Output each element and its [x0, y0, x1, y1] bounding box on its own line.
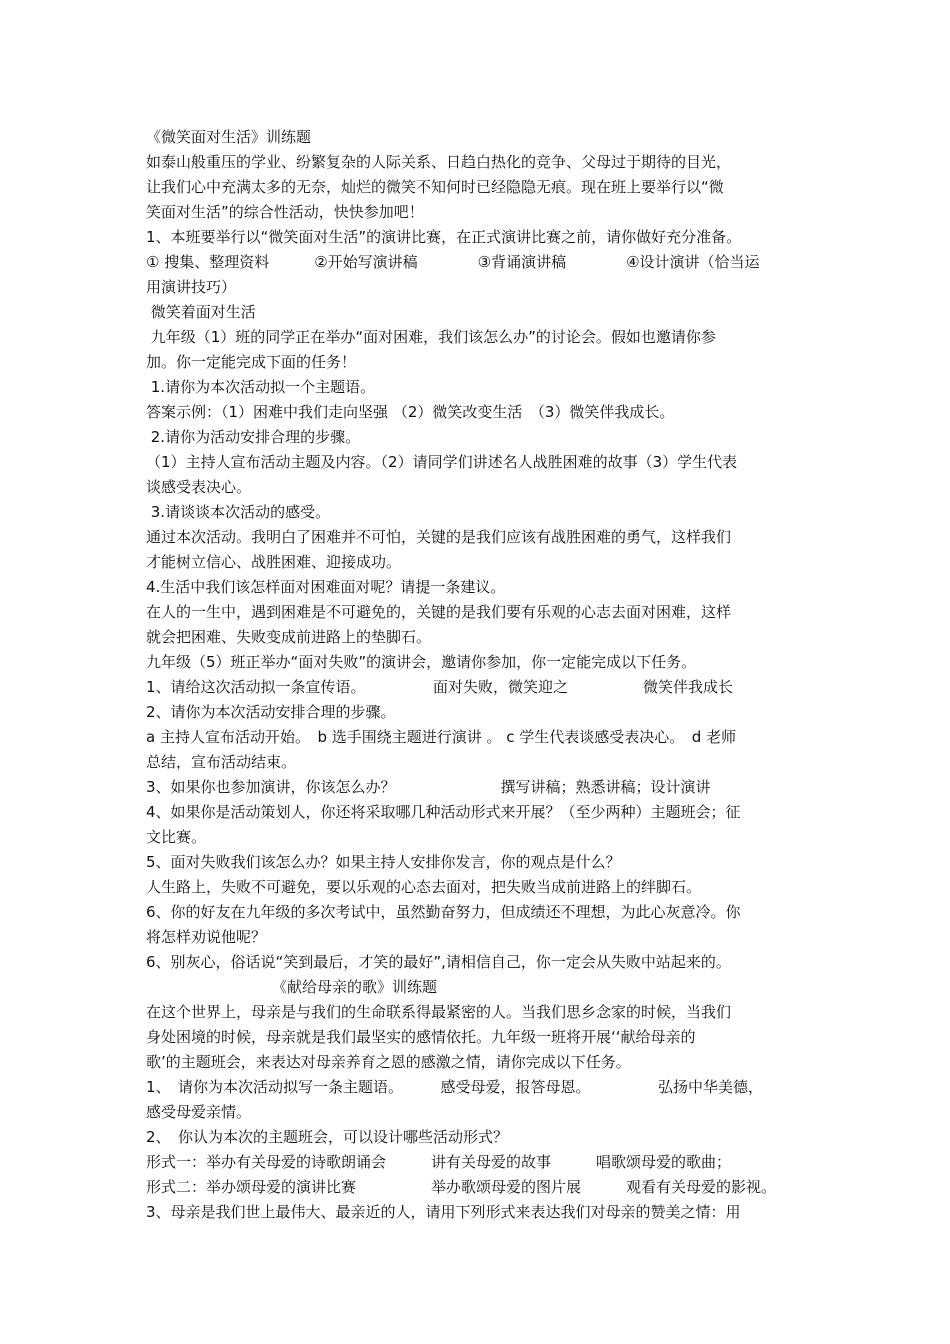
doc-line: 形式二：举办颂母爱的演讲比赛 举办歌颂母爱的图片展 观看有关母爱的影视。	[146, 1178, 777, 1196]
doc-line: 6、别灰心，俗话说“笑到最后，才笑的最好”,请相信自己，你一定会从失败中站起来的。	[146, 953, 731, 971]
doc-line: 感受母爱亲情。	[146, 1103, 252, 1121]
doc-line: 答案示例：（1）困难中我们走向坚强 （2）微笑改变生活 （3）微笑伴我成长。	[146, 403, 675, 421]
doc-line: 1、 请你为本次活动拟写一条主题语。 感受母爱，报答母恩。 弘扬中华美德，	[146, 1078, 764, 1096]
doc-line: 1.请你为本次活动拟一个主题语。	[146, 378, 376, 396]
doc-line: 2、请你为本次活动安排合理的步骤。	[146, 703, 396, 721]
doc-subtitle: 微笑着面对生活	[146, 303, 256, 321]
doc-line: 让我们心中充满太多的无奈，灿烂的微笑不知何时已经隐隐无痕。现在班上要举行以“微	[146, 178, 724, 196]
doc-title-smile: 《微笑面对生活》训练题	[146, 128, 312, 146]
doc-line: 将怎样劝说他呢？	[146, 928, 267, 946]
doc-line: 1、请给这次活动拟一条宣传语。 面对失败，微笑迎之 微笑伴我成长	[146, 678, 734, 696]
doc-line: 通过本次活动。我明白了困难并不可怕，关键的是我们应该有战胜困难的勇气，这样我们	[146, 528, 732, 546]
doc-line: 4、如果你是活动策划人，你还将采取哪几种活动形式来开展？（至少两种）主题班会；征	[146, 803, 741, 821]
doc-line: 在人的一生中，遇到困难是不可避免的，关键的是我们要有乐观的心志去面对困难，这样	[146, 603, 732, 621]
doc-line: 4.生活中我们该怎样面对困难面对呢？请提一条建议。	[146, 578, 506, 596]
doc-title-mother: 《献给母亲的歌》训练题	[272, 978, 438, 996]
doc-line: 3、母亲是我们世上最伟大、最亲近的人，请用下列形式来表达我们对母亲的赞美之情：用	[146, 1203, 741, 1221]
doc-line: 2、 你认为本次的主题班会，可以设计哪些活动形式？	[146, 1128, 509, 1146]
doc-line: 6、你的好友在九年级的多次考试中，虽然勤奋努力，但成绩还不理想，为此心灰意冷。你	[146, 903, 741, 921]
doc-line: 在这个世界上，母亲是与我们的生命联系得最紧密的人。当我们思乡念家的时候，当我们	[146, 1003, 732, 1021]
doc-line: 九年级（1）班的同学正在举办“面对困难，我们该怎么办”的讨论会。假如也邀请你参	[146, 328, 716, 346]
doc-line: 总结，宣布活动结束。	[146, 753, 297, 771]
doc-line: 笑面对生活”的综合性活动，快快参加吧！	[146, 203, 424, 221]
doc-line: 3、如果你也参加演讲，你该怎么办？ 撰写讲稿；熟悉讲稿；设计演讲	[146, 778, 711, 796]
doc-line: 九年级（5）班正举办“面对失败”的演讲会，邀请你参加，你一定能完成以下任务。	[146, 653, 697, 671]
doc-line: 文比赛。	[146, 828, 207, 846]
doc-line: 身处困境的时候，母亲就是我们最坚实的感情依托。九年级一班将开展‘‘献给母亲的	[146, 1028, 696, 1046]
doc-line: 才能树立信心、战胜困难、迎接成功。	[146, 553, 402, 571]
doc-line: 谈感受表决心。	[146, 478, 252, 496]
doc-line: 就会把困难、失败变成前进路上的垫脚石。	[146, 628, 432, 646]
doc-line: 2.请你为活动安排合理的步骤。	[146, 428, 361, 446]
doc-line: 加。你一定能完成下面的任务！	[146, 353, 357, 371]
doc-line: 5、面对失败我们该怎么办？如果主持人安排你发言，你的观点是什么？	[146, 853, 621, 871]
doc-line: ① 搜集、整理资料 ②开始写演讲稿 ③背诵演讲稿 ④设计演讲（恰当运	[146, 253, 760, 271]
doc-line: （1）主持人宣布活动主题及内容。（2）请同学们讲述名人战胜困难的故事（3）学生代表	[146, 453, 738, 471]
doc-line: 形式一：举办有关母爱的诗歌朗诵会 讲有关母爱的故事 唱歌颂母爱的歌曲；	[146, 1153, 732, 1171]
doc-line: 人生路上，失败不可避免，要以乐观的心态去面对，把失败当成前进路上的绊脚石。	[146, 878, 702, 896]
doc-line: 3.请谈谈本次活动的感受。	[146, 503, 331, 521]
doc-line: 如泰山般重压的学业、纷繁复杂的人际关系、日趋白热化的竞争、父母过于期待的目光，	[146, 153, 732, 171]
doc-line: 歌’的主题班会，来表达对母亲养育之恩的感激之情，请你完成以下任务。	[146, 1053, 631, 1071]
doc-line: 用演讲技巧）	[146, 278, 237, 296]
doc-line: 1、本班要举行以“微笑面对生活”的演讲比赛，在正式演讲比赛之前，请你做好充分准备。	[146, 228, 742, 246]
doc-line: a 主持人宣布活动开始。 b 选手围绕主题进行演讲 。 c 学生代表谈感受表决心。 d 老师	[146, 728, 737, 746]
